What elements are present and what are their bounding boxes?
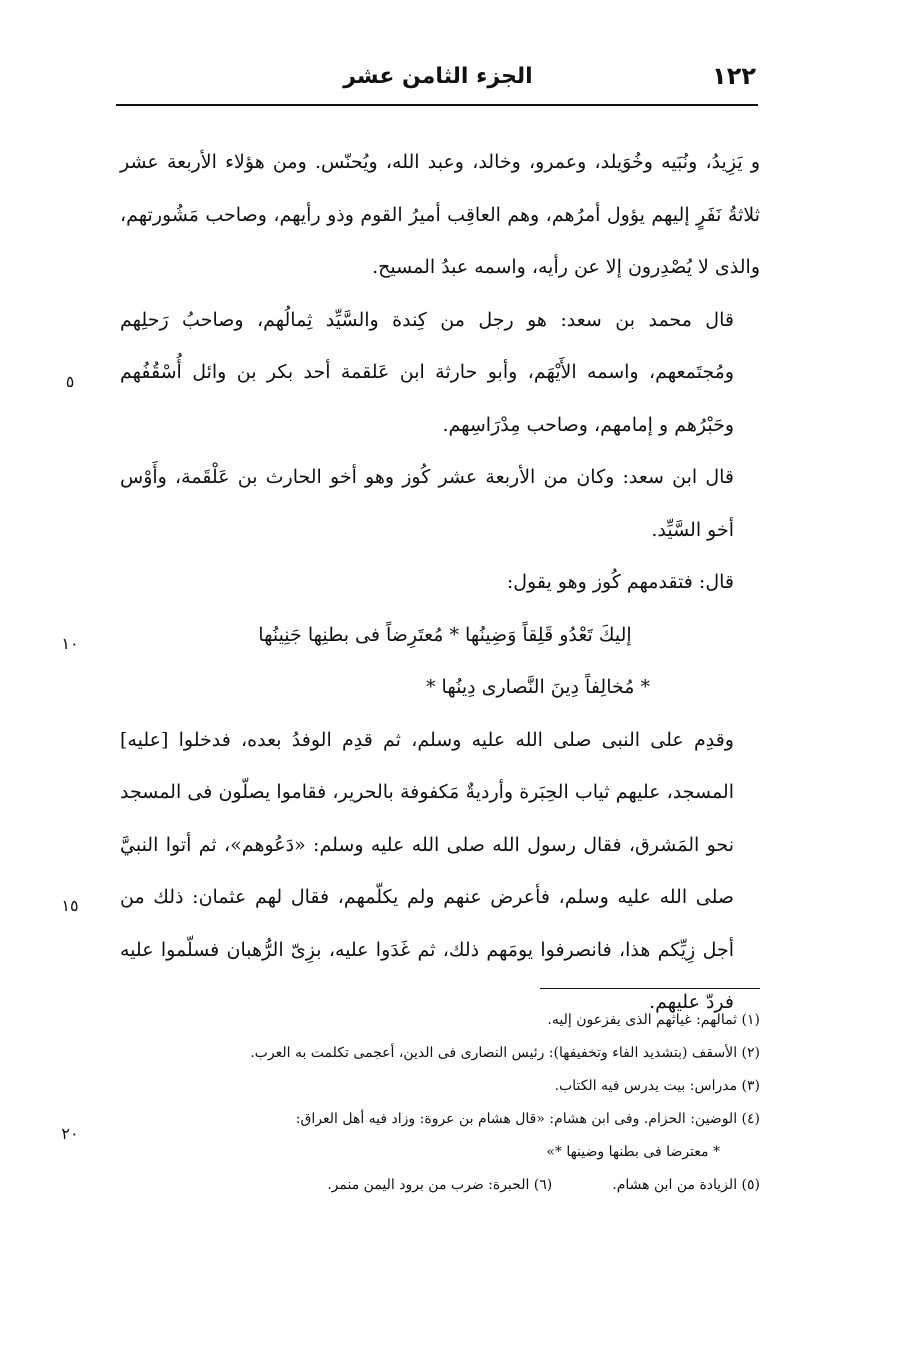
footnote-1: (١) ثمالهم: غياثهم الذى يفزعون إليه.	[547, 1012, 760, 1028]
footnote-5: (٥) الزيادة من ابن هشام.	[612, 1177, 760, 1193]
footnote-separator	[540, 988, 760, 989]
footnote-3: (٣) مدراس: بيت يدرس فيه الكتاب.	[554, 1078, 760, 1094]
paragraph-4: قال: فتقدمهم كُوز وهو يقول:	[506, 571, 734, 593]
running-header	[118, 62, 758, 102]
footnote-4-continuation: * معترضا فى بطنها وضينها *»	[546, 1144, 720, 1160]
footnote-row-5-6	[120, 1169, 760, 1202]
line-number-20: ٢٠	[61, 1124, 79, 1143]
running-title: الجزء الثامن عشر	[343, 64, 533, 89]
line-number-15: ١٥	[61, 896, 79, 915]
footnote-4: (٤) الوضين: الحزام. وفى ابن هشام: «قال هشام بن عروة: وزاد فيه أهل العراق:	[295, 1111, 760, 1127]
header-rule	[116, 104, 758, 106]
paragraph-5: وقدِم على النبى صلى الله عليه وسلم، ثم قدِم الوفدُ بعده، فدخلوا [عليه] المسجد، عليهم ثياب الحِبَرة وأرديةٌ مَكفوفة بالحرير، فقاموا يصلّون فى المسجد نحو المَشرق، فقال رسول الله صلى الله عليه وسلم: «دَعُوهم»، ثم أتوا النبيَّ صلى الله عليه وسلم، فأعرض عنهم ولم يكلّمهم، فقال لهم عثمان: ذلك من أجل زِيِّكم هذا، فانصرفوا يومَهم ذلك، ثم غَدَوا عليه، بزِىّ الرُّهبان فسلّموا عليه فردّ عليهم.	[120, 728, 734, 1013]
main-text	[120, 136, 760, 1029]
page-number: ١٢٢	[712, 62, 756, 90]
line-number-10: ١٠	[61, 634, 79, 653]
footnotes	[120, 1004, 760, 1202]
footnote-6: (٦) الحبرة: ضرب من برود اليمن منمر.	[327, 1177, 553, 1193]
paragraph-2: قال محمد بن سعد: هو رجل من كِندة والسَّيِّد ثِمالُهم، وصاحبُ رَحلِهم ومُجتَمعهم، واسمه الأَيْهَم، وأبو حارثة ابن عَلقمة أحد بكر بن وائل أُسْقُفُهم وحَبْرُهم و إمامهم، وصاحب مِدْرَاسِهم.	[120, 308, 734, 436]
line-number-5: ٥	[65, 372, 75, 391]
footnote-2: (٢) الأسقف (بتشديد الفاء وتخفيفها): رئيس النصارى فى الدين، أعجمى تكلمت به العرب.	[250, 1045, 760, 1061]
verse-line-2: * مُخالِفاً دِينَ النَّصارى دِينُها *	[426, 676, 650, 698]
verse-line-1: إليكَ تَعْدُو قَلِقاً وَضِينُها * مُعتَرِضاً فى بطنِها جَنِينُها	[258, 623, 632, 646]
paragraph-1: و يَزِيدُ، ونُبَيه وخُوَيلد، وعمرو، وخالد، وعبد الله، ويُحنّس. ومن هؤلاء الأربعة عشر ثلاثةُ نَفَرٍ إليهم يؤول أمرُهم، وهم العاقِب أميرُ القوم وذو رأيهم، وصاحب مَشُورتهم، والذى لا يُصْدِرون إلا عن رأيه، واسمه عبدُ المسيح.	[120, 151, 760, 278]
paragraph-3: قال ابن سعد: وكان من الأربعة عشر كُوز وهو أخو الحارث بن عَلْقَمة، وأَوْس أخو السَّيِّد.	[120, 466, 734, 541]
